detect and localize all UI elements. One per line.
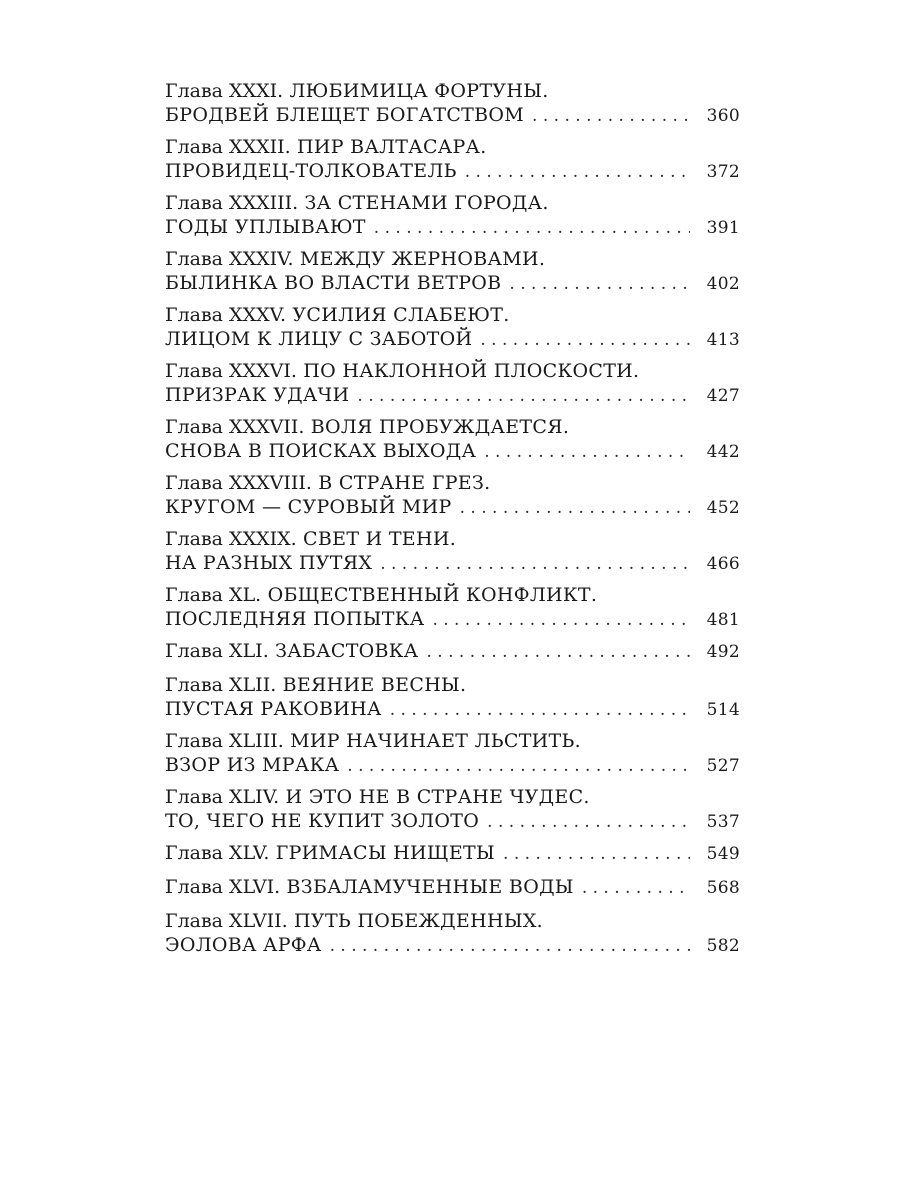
chapter-number: Глава XXXV. [165, 304, 287, 326]
toc-entry-title-line [165, 247, 740, 271]
page-number: 492 [706, 642, 740, 662]
chapter-title: ПИР ВАЛТАСАРА. [297, 136, 487, 158]
chapter-number: Глава XL. [165, 584, 262, 606]
chapter-title: ПУТЬ ПОБЕЖДЕННЫХ. [294, 910, 544, 932]
toc-entry-last-line [165, 439, 740, 463]
chapter-title: ГРИМАСЫ НИЩЕТЫ [275, 842, 496, 864]
chapter-number: Глава XLIII. [165, 730, 284, 752]
toc-entry-last-line [165, 639, 740, 663]
chapter-number: Глава XLIV. [165, 786, 280, 808]
chapter-subtitle: ТО, ЧЕГО НЕ КУПИТ ЗОЛОТО [165, 810, 480, 832]
toc-entry-last-line [165, 271, 740, 295]
toc-entry [165, 415, 740, 463]
chapter-title: ЛЮБИМИЦА ФОРТУНЫ. [289, 80, 549, 102]
chapter-heading [165, 875, 582, 899]
chapter-subtitle: ВЗОР ИЗ МРАКА [165, 754, 340, 776]
toc-entry-last-line [165, 809, 740, 833]
page-number: 466 [706, 554, 740, 574]
toc-entry-title-line [165, 359, 740, 383]
chapter-subtitle: ГОДЫ УПЛЫВАЮТ [165, 216, 366, 238]
toc-entry [165, 729, 740, 777]
dot-leader [484, 440, 690, 464]
toc-entry [165, 135, 740, 183]
dot-leader [480, 328, 690, 352]
chapter-number: Глава XXXVI. [165, 360, 297, 382]
chapter-number: Глава XLV. [165, 842, 270, 864]
dot-leader [465, 160, 690, 184]
chapter-number: Глава XXXIV. [165, 248, 294, 270]
toc-entry-last-line [165, 495, 740, 519]
dot-leader [503, 842, 690, 866]
toc-entry [165, 639, 740, 663]
toc-entry-last-line [165, 753, 740, 777]
chapter-subtitle: НА РАЗНЫХ ПУТЯХ [165, 552, 373, 574]
dot-leader [357, 384, 690, 408]
chapter-title: ВЗБАЛАМУЧЕННЫЕ ВОДЫ [286, 876, 574, 898]
toc-entry [165, 875, 740, 899]
toc-entry [165, 303, 740, 351]
table-of-contents [165, 79, 740, 965]
chapter-number: Глава XLVI. [165, 876, 281, 898]
page-number: 402 [706, 274, 740, 294]
toc-entry-last-line [165, 551, 740, 575]
toc-entry-last-line [165, 933, 740, 957]
toc-entry-last-line [165, 875, 740, 899]
toc-entry [165, 247, 740, 295]
chapter-title: ВЕЯНИЕ ВЕСНЫ. [282, 674, 467, 696]
dot-leader [460, 496, 690, 520]
page-number: 582 [706, 936, 740, 956]
chapter-title: ЗАБАСТОВКА [275, 640, 419, 662]
chapter-heading [165, 841, 503, 865]
dot-leader [390, 698, 690, 722]
chapter-number: Глава XLI. [165, 640, 269, 662]
page-number: 442 [706, 442, 740, 462]
toc-entry-title-line [165, 191, 740, 215]
toc-entry [165, 673, 740, 721]
toc-entry [165, 785, 740, 833]
toc-entry [165, 79, 740, 127]
toc-entry-last-line [165, 607, 740, 631]
chapter-number: Глава XXXIII. [165, 192, 299, 214]
toc-entry-title-line [165, 729, 740, 753]
chapter-title: МЕЖДУ ЖЕРНОВАМИ. [299, 248, 546, 270]
toc-entry-title-line [165, 303, 740, 327]
chapter-subtitle: КРУГОМ — СУРОВЫЙ МИР [165, 496, 452, 518]
chapter-number: Глава XXXVII. [165, 416, 305, 438]
toc-entry-last-line [165, 159, 740, 183]
chapter-title: МИР НАЧИНАЕТ ЛЬСТИТЬ. [290, 730, 581, 752]
dot-leader [532, 104, 690, 128]
page-number: 568 [706, 878, 740, 898]
chapter-subtitle: БРОДВЕЙ БЛЕЩЕТ БОГАТСТВОМ [165, 104, 525, 126]
toc-entry [165, 191, 740, 239]
dot-leader [374, 216, 690, 240]
toc-entry-title-line [165, 673, 740, 697]
page-number: 427 [706, 386, 740, 406]
dot-leader [509, 272, 690, 296]
page-number: 452 [706, 498, 740, 518]
chapter-subtitle: ЛИЦОМ К ЛИЦУ С ЗАБОТОЙ [165, 328, 473, 350]
toc-entry-title-line [165, 527, 740, 551]
toc-entry-last-line [165, 697, 740, 721]
page-number: 360 [706, 106, 740, 126]
toc-entry-title-line [165, 135, 740, 159]
page-number: 514 [706, 700, 740, 720]
toc-entry-last-line [165, 103, 740, 127]
chapter-subtitle: БЫЛИНКА ВО ВЛАСТИ ВЕТРОВ [165, 272, 502, 294]
chapter-number: Глава XXXIX. [165, 528, 297, 550]
dot-leader [347, 754, 690, 778]
page-number: 549 [706, 844, 740, 864]
chapter-title: ОБЩЕСТВЕННЫЙ КОНФЛИКТ. [267, 584, 598, 606]
page-number: 527 [706, 756, 740, 776]
page-number: 413 [706, 330, 740, 350]
toc-entry-last-line [165, 327, 740, 351]
chapter-title: И ЭТО НЕ В СТРАНЕ ЧУДЕС. [285, 786, 590, 808]
toc-entry [165, 471, 740, 519]
page-number: 372 [706, 162, 740, 182]
toc-entry-title-line [165, 909, 740, 933]
chapter-title: ЗА СТЕНАМИ ГОРОДА. [304, 192, 549, 214]
dot-leader [582, 876, 690, 900]
page-number: 537 [706, 812, 740, 832]
dot-leader [427, 640, 691, 664]
chapter-subtitle: ЭОЛОВА АРФА [165, 934, 322, 956]
chapter-number: Глава XLII. [165, 674, 277, 696]
dot-leader [380, 552, 690, 576]
dot-leader [432, 608, 690, 632]
chapter-heading [165, 639, 427, 663]
chapter-number: Глава XLVII. [165, 910, 288, 932]
chapter-number: Глава XXXI. [165, 80, 284, 102]
dot-leader [487, 810, 690, 834]
toc-entry [165, 909, 740, 957]
toc-entry-last-line [165, 841, 740, 865]
toc-entry [165, 841, 740, 865]
chapter-subtitle: ПРОВИДЕЦ-ТОЛКОВАТЕЛЬ [165, 160, 457, 182]
chapter-number: Глава XXXVIII. [165, 472, 312, 494]
toc-entry-last-line [165, 215, 740, 239]
chapter-title: ВОЛЯ ПРОБУЖДАЕТСЯ. [310, 416, 570, 438]
toc-entry-title-line [165, 583, 740, 607]
toc-entry [165, 359, 740, 407]
page-number: 481 [706, 610, 740, 630]
dot-leader [330, 934, 690, 958]
chapter-title: В СТРАНЕ ГРЕЗ. [318, 472, 491, 494]
toc-entry-title-line [165, 785, 740, 809]
toc-entry [165, 527, 740, 575]
toc-entry [165, 583, 740, 631]
chapter-subtitle: ПОСЛЕДНЯЯ ПОПЫТКА [165, 608, 425, 630]
toc-entry-title-line [165, 471, 740, 495]
chapter-title: УСИЛИЯ СЛАБЕЮТ. [292, 304, 510, 326]
chapter-subtitle: СНОВА В ПОИСКАХ ВЫХОДА [165, 440, 477, 462]
toc-entry-title-line [165, 415, 740, 439]
chapter-subtitle: ПУСТАЯ РАКОВИНА [165, 698, 382, 720]
chapter-title: СВЕТ И ТЕНИ. [303, 528, 457, 550]
chapter-number: Глава XXXII. [165, 136, 291, 158]
chapter-title: ПО НАКЛОННОЙ ПЛОСКОСТИ. [303, 360, 640, 382]
toc-entry-last-line [165, 383, 740, 407]
chapter-subtitle: ПРИЗРАК УДАЧИ [165, 384, 350, 406]
page-number: 391 [706, 218, 740, 238]
toc-entry-title-line [165, 79, 740, 103]
